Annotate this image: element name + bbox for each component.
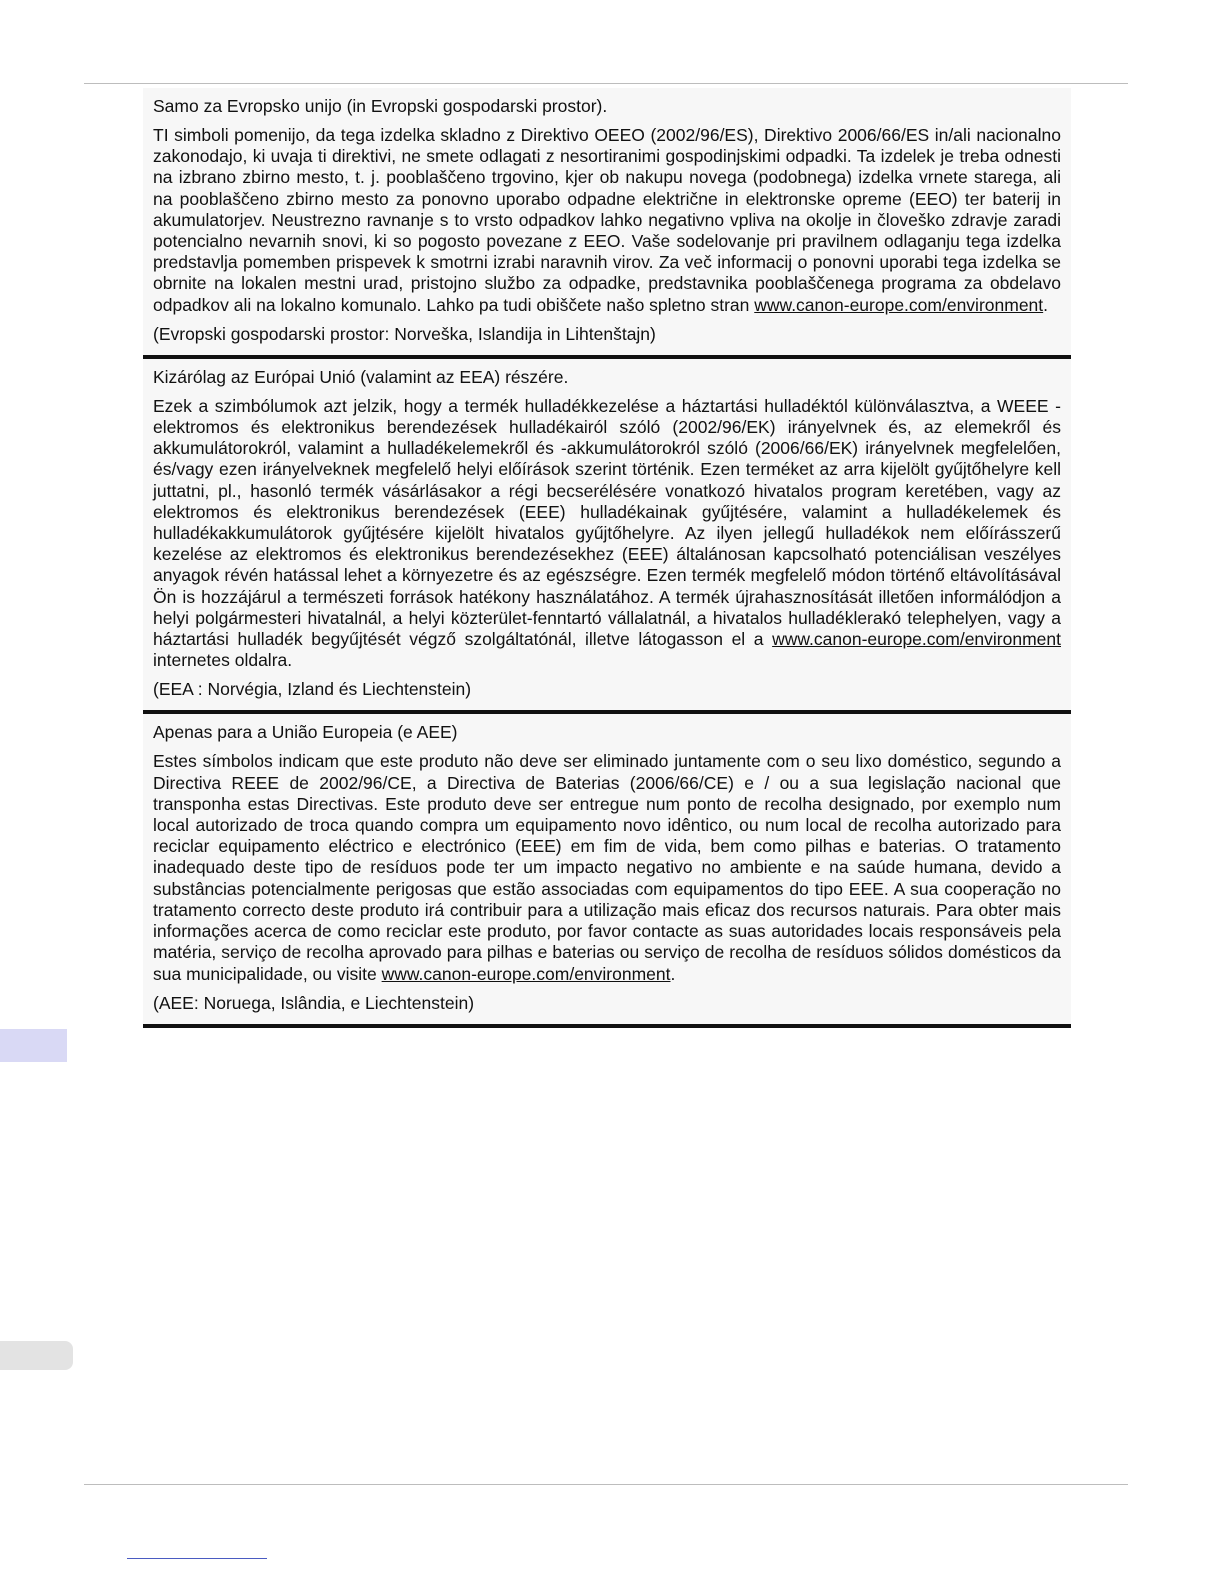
section-body bbox=[153, 751, 1061, 984]
section-hungarian bbox=[143, 359, 1071, 715]
section-slovenian bbox=[143, 88, 1071, 359]
environment-link[interactable]: www.canon-europe.com/environment bbox=[381, 963, 671, 984]
header-rule bbox=[84, 83, 1128, 84]
document-body bbox=[143, 88, 1071, 1028]
section-note: (Evropski gospodarski prostor: Norveška, Islandija in Lihtenštajn) bbox=[153, 323, 656, 344]
footer-link-underline[interactable] bbox=[127, 1558, 267, 1559]
section-heading: Kizárólag az Európai Unió (valamint az EEA) részére. bbox=[153, 366, 569, 387]
body-text: Estes símbolos indicam que este produto não deve ser eliminado juntamente com o seu lixo doméstico, segundo a Directiva REEE de 2002/96/CE, a Directiva de Baterias (2006/66/CE) e / ou a sua legislação nacional que transponha estas Directivas. Este produto deve ser entregue num ponto de recolha designado, por exemplo num local autorizado de troca quando compra um equipamento novo idêntico, ou num local de recolha autorizado para reciclar equipamento eléctrico e electrónico (EEE) em fim de vida, bem como pilhas e baterias. O tratamento inadequado deste tipo de resíduos pode ter um impacto negativo no ambiente e na saúde humana, devido a substâncias potencialmente perigosas que estão associadas com equipamentos do tipo EEE. A sua cooperação no tratamento correcto deste produto irá contribuir para a utilização mais eficaz dos recursos naturais. Para obter mais informações acerca de como reciclar este produto, por favor contacte as suas autoridades locais responsáveis pela matéria, serviço de recolha aprovado para pilhas e baterias ou serviço de recolha de resíduos sólidos domésticos da sua municipalidade, ou visite bbox=[153, 751, 1061, 984]
environment-link[interactable]: www.canon-europe.com/environment bbox=[754, 294, 1044, 315]
body-text-end: internetes oldalra. bbox=[153, 650, 293, 671]
section-body bbox=[153, 125, 1061, 316]
environment-link[interactable]: www.canon-europe.com/environment bbox=[772, 629, 1061, 650]
footer-rule bbox=[84, 1484, 1128, 1485]
body-text-end: . bbox=[670, 963, 676, 984]
body-text: Ezek a szimbólumok azt jelzik, hogy a termék hulladékkezelése a háztartási hulladéktól különválasztva, a WEEE - elektromos és elektronikus berendezések hulladékairól szóló (2002/96/EK) irányelvnek és, az elemekről és akkumulátorokról, valamint a hulladékelemekről és -akkumulátorokról szóló (2006/66/EK) irányelvnek megfelelően, és/vagy ezen irányelveknek megfelelő helyi előírások szerint történik. Ezen terméket az arra kijelölt gyűjtőhelyre kell juttatni, pl., hasonló termék vásárlásakor a régi becserélésére vonatkozó hivatalos program keretében, vagy az elektromos és elektronikus berendezések (EEE) hulladékainak gyűjtésére, valamint a hulladékelemek és hulladékakkumulátorok gyűjtésére kijelölt hivatalos gyűjtőhelyre. Az ilyen jellegű hulladékok nem előírásszerű kezelése az elektromos és elektronikus berendezésekhez (EEE) általánosan kapcsolható potenciálisan veszélyes anyagok révén hatással lehet a környezetre és az egészségre. Ezen termék megfelelő módon történő eltávolításával Ön is hozzájárul a természeti források hatékony használatához. A termék újrahasznosítását illetően informálódjon a helyi polgármesteri hivatalnál, a helyi közterület-fenntartó vállalatnál, a hivatalos hulladéklerakó telephelyen, vagy a háztartási hulladék begyűjtését végző szolgáltatónál, illetve látogasson el a bbox=[153, 395, 1061, 650]
body-text-end: . bbox=[1043, 294, 1049, 315]
section-note: (EEA : Norvégia, Izland és Liechtenstein) bbox=[153, 679, 472, 700]
body-text: TI simboli pomenijo, da tega izdelka skladno z Direktivo OEEO (2002/96/ES), Direktivo 2006/66/ES in/ali nacionalno zakonodajo, ki uvaja ti direktivi, ne smete odlagati z nesortiranimi gospodinjskimi odpadki. Ta izdelek je treba odnesti na izbrano zbirno mesto, t. j. pooblaščeno trgovino, kjer ob nakupu novega (podobnega) izdelka vrnete starega, ali na pooblaščeno zbirno mesto za ponovno uporabo odpadne električne in elektronske opreme (EEO) ter baterij in akumulatorjev. Neustrezno ravnanje s to vrsto odpadkov lahko negativno vpliva na okolje in človeško zdravje zaradi potencialno nevarnih snovi, ki so pogosto povezane z EEO. Vaše sodelovanje pri pravilnem odlaganju tega izdelka predstavlja pomemben prispevek k smotrni izrabi naravnih virov. Za več informacij o ponovni uporabi tega izdelka se obrnite na lokalen mestni urad, pristojno službo za odpadke, predstavnika pooblaščenega programa za obdelavo odpadkov ali na lokalno komunalo. Lahko pa tudi obiščete našo spletno stran bbox=[153, 125, 1061, 315]
section-portuguese bbox=[143, 714, 1071, 1027]
section-heading: Apenas para a União Europeia (e AEE) bbox=[153, 722, 458, 743]
side-tab-index[interactable] bbox=[0, 1341, 73, 1370]
section-heading: Samo za Evropsko unijo (in Evropski gospodarski prostor). bbox=[153, 96, 608, 116]
section-body bbox=[153, 396, 1061, 672]
section-note: (AEE: Noruega, Islândia, e Liechtenstein) bbox=[153, 992, 475, 1013]
side-tab-marker[interactable] bbox=[0, 1029, 67, 1062]
